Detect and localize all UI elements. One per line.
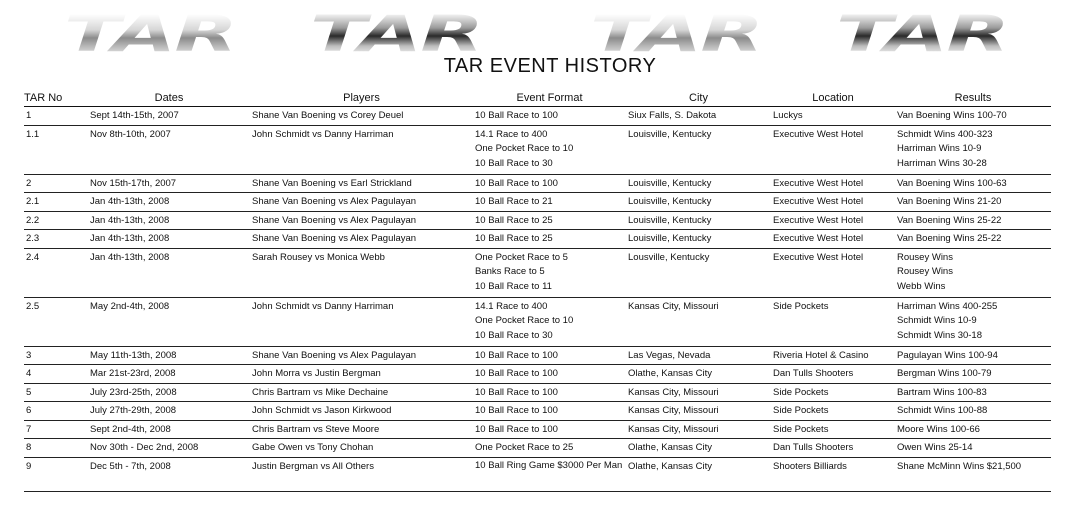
table-header-row <box>24 91 1051 107</box>
cell-city-text: Louisville, Kentucky <box>628 177 712 189</box>
cell-city-text: Louisville, Kentucky <box>628 196 712 207</box>
cell-players-text: John Schmidt vs Jason Kirkwood <box>252 405 392 416</box>
cell-dates <box>88 420 250 439</box>
cell-city <box>626 248 771 297</box>
cell-players-text: Shane Van Boening vs Corey Deuel <box>252 110 404 121</box>
cell-event-format <box>473 107 626 126</box>
cell-city <box>626 346 771 365</box>
cell-results <box>895 211 1051 230</box>
event-format-line: 10 Ball Race to 100 <box>475 349 558 361</box>
cell-players-text: Shane Van Boening vs Alex Pagulayan <box>252 233 417 244</box>
cell-tar-no <box>24 457 88 491</box>
cell-results <box>895 383 1051 402</box>
cell-players <box>250 439 473 458</box>
event-format-line: 10 Ball Race to 100 <box>475 110 558 121</box>
cell-city <box>626 420 771 439</box>
cell-city-text: Kansas City, Missouri <box>628 386 719 398</box>
result-line: Moore Wins 100-66 <box>897 423 980 435</box>
result-line: Pagulayan Wins 100-94 <box>897 349 998 361</box>
cell-players-text: Shane Van Boening vs Alex Pagulayan <box>252 196 417 207</box>
column-header-tar-no: TAR No <box>24 91 88 107</box>
cell-city-text: Louisville, Kentucky <box>628 128 712 140</box>
cell-dates-text: Jan 4th-13th, 2008 <box>90 196 170 207</box>
cell-players-text: Sarah Rousey vs Monica Webb <box>252 251 385 263</box>
result-line: Schmidt Wins 400-323 <box>897 128 993 140</box>
event-format-line: One Pocket Race to 25 <box>475 442 574 453</box>
cell-city <box>626 439 771 458</box>
cell-city-text: Olathe, Kansas City <box>628 442 712 453</box>
cell-dates <box>88 383 250 402</box>
tar-logo-4: TAR <box>836 5 1009 63</box>
table-row <box>24 125 1051 174</box>
cell-results <box>895 420 1051 439</box>
cell-location-text: Dan Tulls Shooters <box>773 442 854 453</box>
cell-event-format <box>473 439 626 458</box>
table-row <box>24 346 1051 365</box>
cell-location-text: Side Pockets <box>773 405 829 416</box>
cell-players-text: John Schmidt vs Danny Harriman <box>252 300 394 312</box>
cell-tar-no <box>24 297 88 346</box>
table-row <box>24 383 1051 402</box>
cell-players <box>250 211 473 230</box>
result-line: Harriman Wins 400-255 <box>897 300 998 312</box>
event-format-line: 10 Ball Race to 21 <box>475 196 553 207</box>
cell-dates-text: Nov 30th - Dec 2nd, 2008 <box>90 442 199 453</box>
cell-players-text: Chris Bartram vs Steve Moore <box>252 423 380 435</box>
column-header-results: Results <box>895 91 1051 107</box>
tar-logo-2: TAR <box>310 5 483 63</box>
cell-city-text: Las Vegas, Nevada <box>628 349 711 361</box>
result-line: Harriman Wins 30-28 <box>897 157 987 169</box>
cell-results <box>895 402 1051 421</box>
event-format-line: One Pocket Race to 5 <box>475 251 568 263</box>
cell-results <box>895 365 1051 384</box>
cell-location-text: Shooters Billiards <box>773 460 847 472</box>
table-row <box>24 248 1051 297</box>
cell-location-text: Executive West Hotel <box>773 196 864 207</box>
cell-players <box>250 457 473 491</box>
result-line: Schmidt Wins 30-18 <box>897 329 983 341</box>
result-line: Harriman Wins 10-9 <box>897 143 982 154</box>
result-line: Van Boening Wins 100-63 <box>897 177 1007 189</box>
event-format-line: 10 Ball Race to 30 <box>475 329 553 341</box>
cell-tar-no-text: 2.2 <box>26 214 40 226</box>
tar-logo-3: TAR <box>590 5 763 63</box>
cell-event-format <box>473 402 626 421</box>
cell-tar-no-text: 2.3 <box>26 233 40 244</box>
cell-players <box>250 193 473 212</box>
cell-tar-no-text: 3 <box>26 349 32 361</box>
column-header-event-format: Event Format <box>473 91 626 107</box>
cell-dates <box>88 439 250 458</box>
cell-location <box>771 365 895 384</box>
cell-tar-no <box>24 174 88 193</box>
cell-results <box>895 457 1051 491</box>
cell-tar-no-text: 5 <box>26 386 32 398</box>
cell-city <box>626 174 771 193</box>
cell-tar-no-text: 8 <box>26 442 32 453</box>
result-line: Van Boening Wins 21-20 <box>897 196 1002 207</box>
cell-dates-text: Mar 21st-23rd, 2008 <box>90 368 176 379</box>
column-header-city: City <box>626 91 771 107</box>
event-format-line: 10 Ball Race to 25 <box>475 233 553 244</box>
cell-city-text: Olathe, Kansas City <box>628 460 712 472</box>
result-line: Van Boening Wins 25-22 <box>897 214 1002 226</box>
cell-dates <box>88 297 250 346</box>
cell-event-format <box>473 365 626 384</box>
cell-players-text: John Schmidt vs Danny Harriman <box>252 128 394 140</box>
cell-dates <box>88 174 250 193</box>
table-row <box>24 211 1051 230</box>
event-format-line: 10 Ball Race to 25 <box>475 214 553 226</box>
cell-dates-text: Sept 14th-15th, 2007 <box>90 110 179 121</box>
cell-dates <box>88 193 250 212</box>
cell-location-text: Side Pockets <box>773 386 829 398</box>
cell-event-format <box>473 230 626 249</box>
cell-dates <box>88 230 250 249</box>
cell-tar-no-text: 2.5 <box>26 300 40 312</box>
column-header-location: Location <box>771 91 895 107</box>
event-format-line: 14.1 Race to 400 <box>475 128 548 140</box>
cell-dates-text: Dec 5th - 7th, 2008 <box>90 460 171 472</box>
result-line: Rousey Wins <box>897 251 953 263</box>
page-title: TAR EVENT HISTORY <box>443 55 657 77</box>
event-format-line: Banks Race to 5 <box>475 266 545 277</box>
cell-results <box>895 297 1051 346</box>
cell-players-text: Justin Bergman vs All Others <box>252 460 374 472</box>
table-row <box>24 174 1051 193</box>
cell-location-text: Executive West Hotel <box>773 214 864 226</box>
result-line: Shane McMinn Wins $21,500 <box>897 460 1022 472</box>
cell-event-format <box>473 383 626 402</box>
cell-tar-no <box>24 230 88 249</box>
cell-event-format <box>473 174 626 193</box>
cell-results <box>895 125 1051 174</box>
column-header-players: Players <box>250 91 473 107</box>
cell-results <box>895 107 1051 126</box>
cell-city-text: Lousville, Kentucky <box>628 251 710 263</box>
cell-city <box>626 457 771 491</box>
cell-location <box>771 402 895 421</box>
table-row <box>24 230 1051 249</box>
cell-players-text: Shane Van Boening vs Earl Strickland <box>252 177 412 189</box>
event-format-line: 10 Ball Race to 11 <box>475 280 552 292</box>
cell-location <box>771 211 895 230</box>
cell-location-text: Executive West Hotel <box>773 128 864 140</box>
cell-tar-no-text: 2.1 <box>26 196 40 207</box>
event-format-line: 10 Ball Ring Game $3000 Per Man <box>475 459 623 471</box>
cell-location <box>771 107 895 126</box>
cell-tar-no-text: 9 <box>26 460 32 472</box>
cell-results <box>895 193 1051 212</box>
cell-location-text: Riveria Hotel & Casino <box>773 349 869 361</box>
cell-dates-text: Nov 15th-17th, 2007 <box>90 177 177 189</box>
cell-players-text: Chris Bartram vs Mike Dechaine <box>252 386 389 398</box>
cell-city-text: Kansas City, Missouri <box>628 405 719 416</box>
cell-results <box>895 346 1051 365</box>
cell-city-text: Olathe, Kansas City <box>628 368 712 379</box>
result-line: Owen Wins 25-14 <box>897 442 973 453</box>
cell-city-text: Louisville, Kentucky <box>628 233 712 244</box>
cell-event-format <box>473 211 626 230</box>
cell-players-text: Shane Van Boening vs Alex Pagulayan <box>252 349 417 361</box>
event-format-line: 10 Ball Race to 100 <box>475 386 558 398</box>
cell-tar-no <box>24 383 88 402</box>
cell-city-text: Louisville, Kentucky <box>628 214 712 226</box>
table-body <box>24 107 1051 492</box>
cell-location-text: Side Pockets <box>773 423 829 435</box>
cell-city <box>626 193 771 212</box>
cell-dates-text: Jan 4th-13th, 2008 <box>90 251 170 263</box>
cell-players <box>250 383 473 402</box>
cell-event-format <box>473 125 626 174</box>
cell-tar-no <box>24 107 88 126</box>
cell-event-format <box>473 420 626 439</box>
cell-location <box>771 297 895 346</box>
cell-city <box>626 365 771 384</box>
cell-tar-no-text: 2.4 <box>26 251 40 263</box>
event-format-line: One Pocket Race to 10 <box>475 143 574 154</box>
cell-dates-text: Jan 4th-13th, 2008 <box>90 214 170 226</box>
cell-city <box>626 383 771 402</box>
cell-location <box>771 346 895 365</box>
cell-location <box>771 125 895 174</box>
cell-city <box>626 125 771 174</box>
cell-players-text: Shane Van Boening vs Alex Pagulayan <box>252 214 417 226</box>
cell-dates-text: July 23rd-25th, 2008 <box>90 386 177 398</box>
result-line: Van Boening Wins 100-70 <box>897 110 1007 121</box>
cell-dates <box>88 402 250 421</box>
cell-players <box>250 365 473 384</box>
cell-location <box>771 439 895 458</box>
cell-tar-no-text: 6 <box>26 405 32 416</box>
cell-tar-no <box>24 211 88 230</box>
event-format-line: 10 Ball Race to 100 <box>475 405 558 416</box>
cell-tar-no <box>24 420 88 439</box>
cell-players <box>250 107 473 126</box>
cell-location <box>771 457 895 491</box>
cell-results <box>895 230 1051 249</box>
event-history-table <box>24 91 1051 492</box>
cell-location <box>771 248 895 297</box>
cell-results <box>895 439 1051 458</box>
cell-tar-no <box>24 248 88 297</box>
cell-dates <box>88 457 250 491</box>
cell-event-format <box>473 457 626 491</box>
cell-dates <box>88 125 250 174</box>
cell-city-text: Kansas City, Missouri <box>628 300 719 312</box>
cell-event-format <box>473 248 626 297</box>
table-row <box>24 193 1051 212</box>
tar-logo-banner <box>0 5 1089 63</box>
cell-dates <box>88 248 250 297</box>
cell-dates-text: July 27th-29th, 2008 <box>90 405 177 416</box>
cell-players <box>250 346 473 365</box>
table-row <box>24 365 1051 384</box>
cell-dates-text: May 2nd-4th, 2008 <box>90 300 170 312</box>
event-format-line: One Pocket Race to 10 <box>475 315 574 326</box>
result-line: Van Boening Wins 25-22 <box>897 233 1002 244</box>
event-format-line: 14.1 Race to 400 <box>475 300 548 312</box>
tar-logo-1: TAR <box>64 5 237 63</box>
cell-tar-no-text: 2 <box>26 177 32 189</box>
cell-tar-no-text: 1 <box>26 110 32 121</box>
cell-dates <box>88 346 250 365</box>
cell-tar-no <box>24 439 88 458</box>
cell-dates-text: Jan 4th-13th, 2008 <box>90 233 170 244</box>
cell-dates-text: Nov 8th-10th, 2007 <box>90 128 171 140</box>
cell-players <box>250 125 473 174</box>
column-header-dates: Dates <box>88 91 250 107</box>
cell-location <box>771 420 895 439</box>
cell-tar-no-text: 7 <box>26 423 32 435</box>
cell-players-text: John Morra vs Justin Bergman <box>252 368 381 379</box>
cell-location-text: Executive West Hotel <box>773 177 864 189</box>
cell-location-text: Executive West Hotel <box>773 251 864 263</box>
cell-city <box>626 107 771 126</box>
cell-tar-no <box>24 365 88 384</box>
table-row <box>24 402 1051 421</box>
event-format-line: 10 Ball Race to 100 <box>475 423 558 435</box>
cell-players <box>250 174 473 193</box>
cell-results <box>895 174 1051 193</box>
cell-event-format <box>473 346 626 365</box>
result-line: Schmidt Wins 100-88 <box>897 405 988 416</box>
cell-players <box>250 297 473 346</box>
cell-location-text: Side Pockets <box>773 300 829 312</box>
table-row <box>24 420 1051 439</box>
cell-location <box>771 230 895 249</box>
cell-event-format <box>473 193 626 212</box>
cell-city <box>626 297 771 346</box>
cell-players <box>250 248 473 297</box>
cell-tar-no <box>24 346 88 365</box>
cell-dates <box>88 211 250 230</box>
event-format-line: 10 Ball Race to 30 <box>475 157 553 169</box>
cell-location <box>771 174 895 193</box>
cell-players-text: Gabe Owen vs Tony Chohan <box>252 442 374 453</box>
cell-dates-text: May 11th-13th, 2008 <box>90 349 177 361</box>
cell-location-text: Dan Tulls Shooters <box>773 368 854 379</box>
cell-city <box>626 402 771 421</box>
cell-city <box>626 230 771 249</box>
event-format-line: 10 Ball Race to 100 <box>475 177 558 189</box>
cell-location <box>771 193 895 212</box>
cell-tar-no <box>24 125 88 174</box>
cell-dates <box>88 365 250 384</box>
cell-city <box>626 211 771 230</box>
cell-dates <box>88 107 250 126</box>
event-format-line: 10 Ball Race to 100 <box>475 368 558 379</box>
result-line: Schmidt Wins 10-9 <box>897 315 977 326</box>
cell-location-text: Luckys <box>773 110 803 121</box>
result-line: Webb Wins <box>897 280 946 292</box>
cell-tar-no-text: 1.1 <box>26 128 40 140</box>
table-row <box>24 457 1051 491</box>
result-line: Bartram Wins 100-83 <box>897 386 987 398</box>
result-line: Rousey Wins <box>897 266 953 277</box>
table-row <box>24 107 1051 126</box>
cell-players <box>250 402 473 421</box>
cell-dates-text: Sept 2nd-4th, 2008 <box>90 423 171 435</box>
cell-city-text: Siux Falls, S. Dakota <box>628 110 717 121</box>
cell-players <box>250 420 473 439</box>
cell-tar-no <box>24 193 88 212</box>
cell-results <box>895 248 1051 297</box>
cell-location-text: Executive West Hotel <box>773 233 864 244</box>
result-line: Bergman Wins 100-79 <box>897 368 992 379</box>
cell-city-text: Kansas City, Missouri <box>628 423 719 435</box>
table-row <box>24 297 1051 346</box>
cell-players <box>250 230 473 249</box>
table-row <box>24 439 1051 458</box>
cell-event-format <box>473 297 626 346</box>
cell-location <box>771 383 895 402</box>
cell-tar-no-text: 4 <box>26 368 32 379</box>
cell-tar-no <box>24 402 88 421</box>
